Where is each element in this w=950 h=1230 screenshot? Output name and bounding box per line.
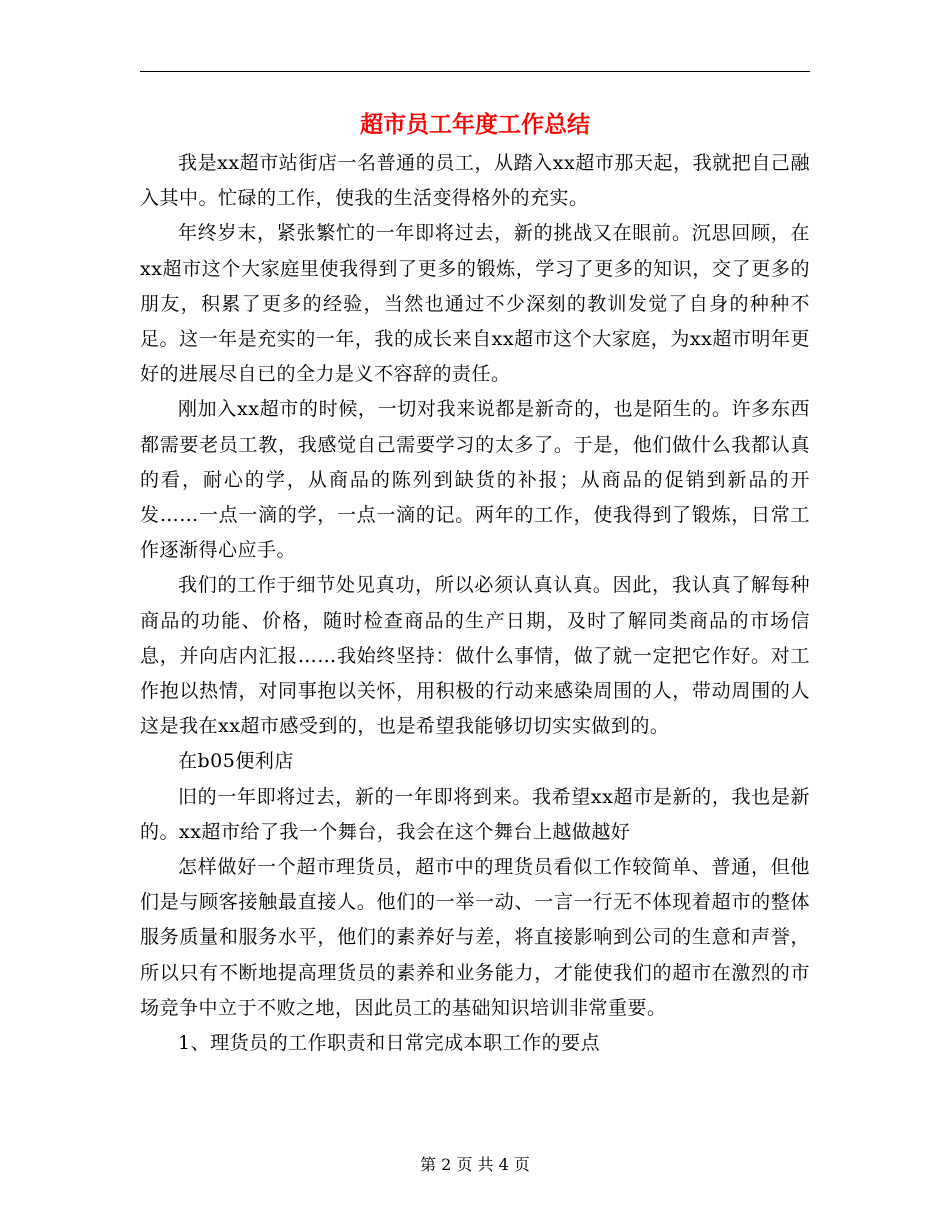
paragraph-6: 旧的一年即将过去，新的一年即将到来。我希望xx超市是新的，我也是新的。xx超市给了我一个舞台，我会在这个舞台上越做越好 <box>140 785 810 843</box>
document-body <box>140 146 810 1061</box>
paragraph-1: 我是xx超市站街店一名普通的员工，从踏入xx超市那天起，我就把自己融入其中。忙碌的工作，使我的生活变得格外的充实。 <box>140 152 810 210</box>
paragraph-4: 我们的工作于细节处见真功，所以必须认真认真。因此，我认真了解每种商品的功能、价格，随时检查商品的生产日期，及时了解同类商品的市场信息，并向店内汇报……我始终坚持：做什么事情，做了就一定把它作好。对工作抱以热情，对同事抱以关怀，用积极的行动来感染周围的人，带动周围的人这是我在xx超市感受到的，也是希望我能够切切实实做到的。 <box>140 574 810 738</box>
paragraph-8: 1、理货员的工作职责和日常完成本职工作的要点 <box>178 1032 601 1055</box>
page-number-footer: 第 2 页 共 4 页 <box>420 1155 530 1174</box>
header-rule <box>140 71 810 72</box>
paragraph-7: 怎样做好一个超市理货员，超市中的理货员看似工作较简单、普通，但他们是与顾客接触最直接人。他们的一举一动、一言一行无不体现着超市的整体服务质量和服务水平，他们的素养好与差，将直接影响到公司的生意和声誉，所以只有不断地提高理货员的素养和业务能力，才能使我们的超市在激烈的市场竞争中立于不败之地，因此员工的基础知识培训非常重要。 <box>140 856 810 1019</box>
paragraph-3: 刚加入xx超市的时候，一切对我来说都是新奇的，也是陌生的。许多东西都需要老员工教，我感觉自己需要学习的太多了。于是，他们做什么我都认真的看，耐心的学，从商品的陈列到缺货的补报；从商品的促销到新品的开发……一点一滴的学，一点一滴的记。两年的工作，使我得到了锻炼，日常工作逐渐得心应手。 <box>140 398 810 562</box>
document-title: 超市员工年度工作总结 <box>360 111 590 138</box>
paragraph-5: 在b05便利店 <box>178 750 294 773</box>
paragraph-2: 年终岁末，紧张繁忙的一年即将过去，新的挑战又在眼前。沉思回顾，在xx超市这个大家庭里使我得到了更多的锻炼，学习了更多的知识，交了更多的朋友，积累了更多的经验，当然也通过不少深刻的教训发觉了自身的种种不足。这一年是充实的一年，我的成长来自xx超市这个大家庭，为xx超市明年更好的进展尽自已的全力是义不容辞的责任。 <box>140 222 810 386</box>
